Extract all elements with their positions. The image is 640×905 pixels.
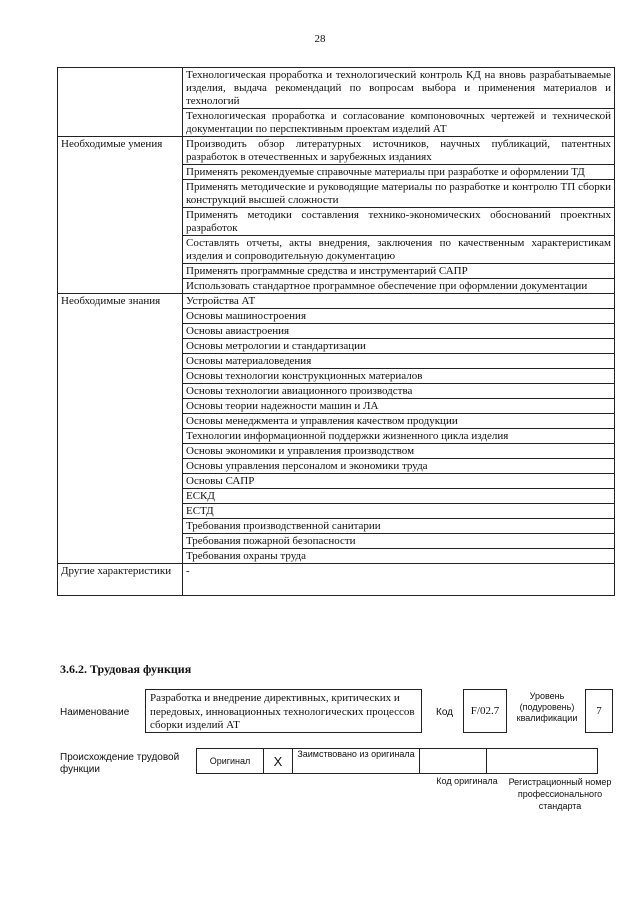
continued-label-cell	[58, 68, 183, 137]
table-cell: Основы теории надежности машин и ЛА	[183, 399, 615, 414]
table-cell: ЕСКД	[183, 489, 615, 504]
table-cell: Применять рекомендуемые справочные материалы при разработке и оформлении ТД	[183, 165, 615, 180]
table-row	[58, 564, 615, 596]
skills-label: Необходимые умения	[58, 137, 183, 294]
knowledge-label: Необходимые знания	[58, 294, 183, 564]
table-cell: Составлять отчеты, акты внедрения, заключения по качественным характеристикам изделия и сопроводительную документацию	[183, 236, 615, 264]
original-mark: X	[264, 749, 293, 774]
table-cell: Использовать стандартное программное обеспечение при оформлении документации	[183, 279, 615, 294]
table-cell: Устройства АТ	[183, 294, 615, 309]
qualification-level-box: 7	[585, 689, 613, 733]
name-label: Наименование	[60, 707, 130, 718]
function-code-box: F/02.7	[463, 689, 507, 733]
table-cell: Производить обзор литературных источников, научных публикаций, патентных разработок в отечественных и зарубежных изданиях	[183, 137, 615, 165]
code-label: Код	[436, 707, 454, 718]
borrowed-label: Заимствовано из оригинала	[293, 749, 420, 774]
page-number: 28	[314, 33, 326, 45]
table-row	[58, 68, 615, 109]
table-cell: Основы метрологии и стандартизации	[183, 339, 615, 354]
table-cell: Требования пожарной безопасности	[183, 534, 615, 549]
table-cell: Применять методические и руководящие материалы по разработке и контролю ТП сборки конструкций высшей сложности	[183, 180, 615, 208]
table-cell: Технологическая проработка и согласование компоновочных чертежей и технической документации по перспективным проектам изделий АТ	[183, 109, 615, 137]
table-cell: Требования производственной санитарии	[183, 519, 615, 534]
table-cell: ЕСТД	[183, 504, 615, 519]
other-characteristics-label: Другие характеристики	[58, 564, 183, 596]
table-row	[58, 294, 615, 309]
table-cell: Основы машиностроения	[183, 309, 615, 324]
table-cell: Основы экономики и управления производством	[183, 444, 615, 459]
origin-label: Происхождение трудовой функции	[60, 752, 180, 775]
other-characteristics-value: -	[183, 564, 615, 596]
table-cell: Основы менеджмента и управления качеством продукции	[183, 414, 615, 429]
requirements-table	[57, 67, 615, 596]
origin-code-cell	[420, 749, 487, 774]
table-cell: Основы САПР	[183, 474, 615, 489]
registration-number-cell	[487, 749, 598, 774]
original-label: Оригинал	[197, 749, 264, 774]
table-cell: Основы авиастроения	[183, 324, 615, 339]
registration-number-caption: Регистрационный номер профессионального стандарта	[508, 777, 612, 811]
origin-table	[196, 748, 598, 774]
origin-code-caption: Код оригинала	[436, 776, 498, 786]
table-cell: Основы технологии конструкционных материалов	[183, 369, 615, 384]
table-row	[58, 137, 615, 165]
section-title: 3.6.2. Трудовая функция	[60, 662, 192, 676]
table-cell: Применять программные средства и инструментарий САПР	[183, 264, 615, 279]
table-cell: Основы материаловедения	[183, 354, 615, 369]
function-name-box: Разработка и внедрение директивных, критических и передовых, инновационных технологических процессов сборки изделий АТ	[145, 689, 422, 733]
table-cell: Основы управления персоналом и экономики труда	[183, 459, 615, 474]
table-cell: Применять методики составления технико-экономических обоснований проектных разработок	[183, 208, 615, 236]
table-cell: Требования охраны труда	[183, 549, 615, 564]
table-cell: Технологическая проработка и технологический контроль КД на вновь разрабатываемые изделия, выдача рекомендаций по вопросам выбора и применения материалов и технологий	[183, 68, 615, 109]
table-cell: Технологии информационной поддержки жизненного цикла изделия	[183, 429, 615, 444]
qualification-level-label: Уровень (подуровень) квалификации	[516, 691, 578, 723]
table-cell: Основы технологии авиационного производства	[183, 384, 615, 399]
